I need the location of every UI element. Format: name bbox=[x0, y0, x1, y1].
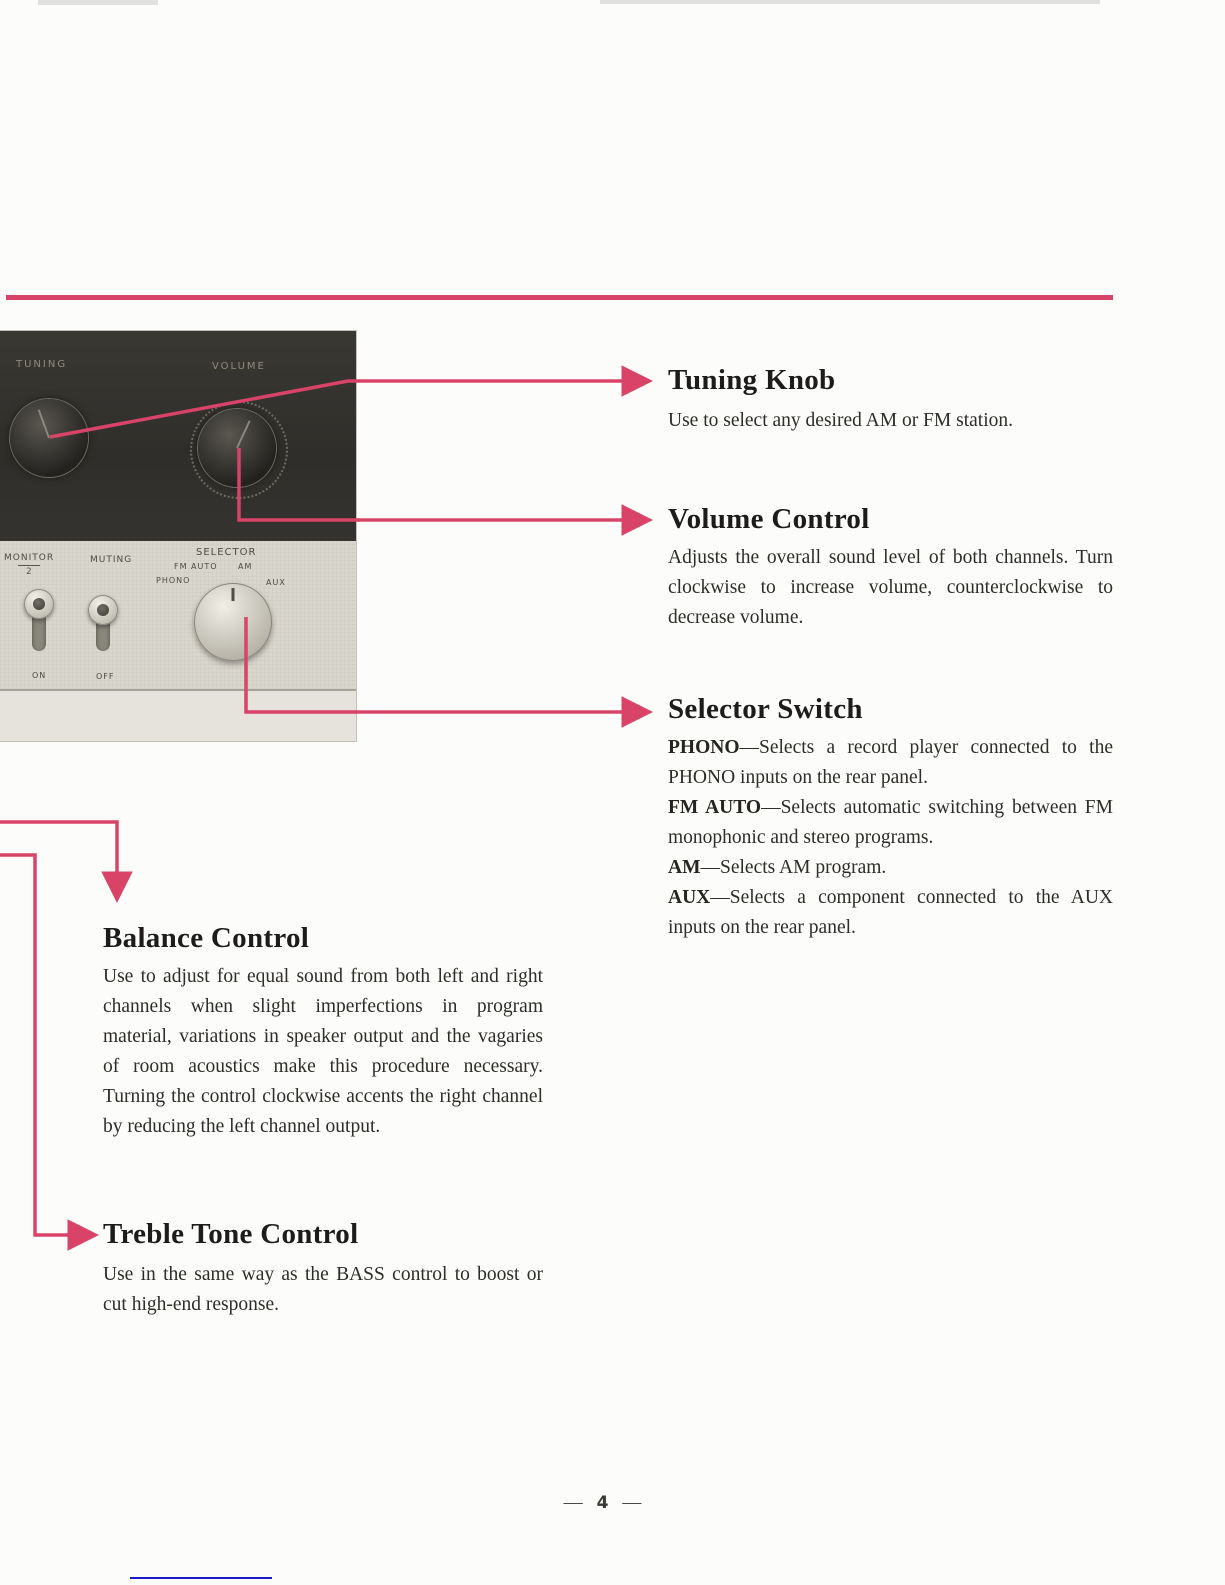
am-label: AM bbox=[238, 562, 253, 571]
selector-item-text: —Selects AM program. bbox=[700, 857, 887, 878]
selector-switch-body bbox=[668, 733, 1113, 943]
selector-item-text: —Selects a record player connected to the PHONO inputs on the rear panel. bbox=[668, 737, 1113, 788]
artifact-blue-line bbox=[130, 1577, 272, 1579]
monitor-switch bbox=[22, 587, 56, 659]
selector-item-am bbox=[668, 853, 1113, 883]
volume-control-heading: Volume Control bbox=[668, 503, 870, 535]
footer-right-dash: — bbox=[622, 1492, 642, 1513]
balance-control-body: Use to adjust for equal sound from both left and right channels when slight imperfections in program material, variations in speaker output and the vagaries of room acoustics make this procedure necessary. Turning the control clockwise accents the right channel by reducing the left channel output. bbox=[103, 966, 543, 1137]
muting-switch-knob bbox=[88, 595, 118, 625]
volume-knob bbox=[198, 409, 276, 487]
selector-item-lead: FM AUTO bbox=[668, 797, 762, 818]
monitor-sub-label: 2 bbox=[18, 565, 40, 577]
muting-label: MUTING bbox=[90, 555, 133, 565]
selector-item-phono bbox=[668, 733, 1113, 793]
monitor-label: MONITOR bbox=[4, 553, 55, 563]
top-divider-rule bbox=[6, 295, 1113, 300]
volume-label: VOLUME bbox=[212, 361, 266, 372]
muting-switch bbox=[86, 587, 120, 659]
balance-arrow bbox=[0, 822, 117, 896]
aux-label: AUX bbox=[266, 578, 286, 587]
dial-panel bbox=[0, 331, 356, 541]
page-number: 4 bbox=[596, 1493, 609, 1513]
selector-item-lead: PHONO bbox=[668, 737, 740, 758]
selector-item-fm-auto bbox=[668, 793, 1113, 853]
tuning-knob-heading: Tuning Knob bbox=[668, 364, 836, 396]
selector-item-aux bbox=[668, 883, 1113, 943]
off-label: OFF bbox=[96, 672, 115, 681]
tuning-knob-body: Use to select any desired AM or FM station. bbox=[668, 410, 1013, 431]
tuning-knob bbox=[10, 399, 88, 477]
treble-tone-control-heading: Treble Tone Control bbox=[103, 1218, 359, 1250]
footer-left-dash: — bbox=[563, 1492, 583, 1513]
fm-auto-label: FM AUTO bbox=[174, 562, 218, 571]
selector-item-text: —Selects a component connected to the AUX inputs on the rear panel. bbox=[668, 887, 1113, 938]
selector-switch-heading: Selector Switch bbox=[668, 693, 863, 725]
panel-base bbox=[0, 691, 356, 741]
monitor-switch-knob bbox=[24, 589, 54, 619]
scan-artifact bbox=[38, 0, 158, 5]
selector-item-lead: AUX bbox=[668, 887, 711, 908]
selector-knob bbox=[194, 583, 272, 661]
selector-item-lead: AM bbox=[668, 857, 701, 878]
volume-knob-pointer bbox=[236, 420, 250, 448]
tuning-knob-pointer bbox=[38, 409, 50, 438]
balance-control-heading: Balance Control bbox=[103, 922, 310, 954]
tuning-label: TUNING bbox=[16, 359, 68, 370]
on-label: ON bbox=[32, 671, 47, 680]
treble-tone-control-body: Use in the same way as the BASS control to boost or cut high-end response. bbox=[103, 1264, 543, 1315]
scan-artifact bbox=[600, 0, 1100, 4]
volume-control-body: Adjusts the overall sound level of both channels. Turn clockwise to increase volume, counterclockwise to decrease volume. bbox=[668, 547, 1113, 628]
selector-label: SELECTOR bbox=[196, 547, 257, 558]
page-footer bbox=[0, 1492, 1205, 1514]
phono-label: PHONO bbox=[156, 576, 191, 585]
selector-item-text: —Selects automatic switching between FM monophonic and stereo programs. bbox=[668, 797, 1113, 848]
treble-arrow bbox=[0, 855, 92, 1235]
front-panel-photo bbox=[0, 331, 356, 741]
